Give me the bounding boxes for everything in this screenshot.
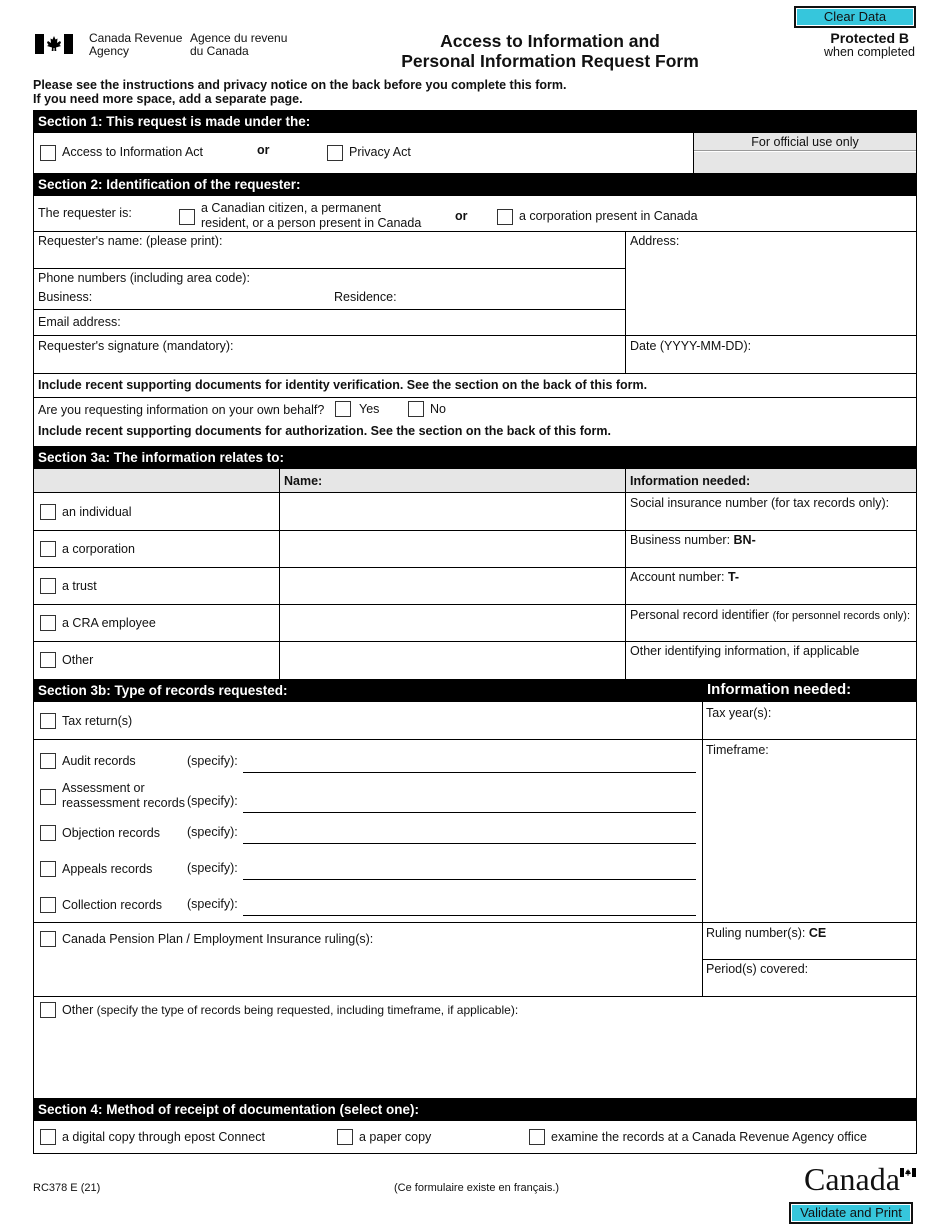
appeals-records-label: Appeals records bbox=[62, 862, 153, 876]
audit-specify-line[interactable] bbox=[243, 772, 696, 773]
agency-name-fr: Agence du revenu du Canada bbox=[190, 31, 288, 58]
privacy-act-label: Privacy Act bbox=[349, 145, 411, 159]
authorization-note: Include recent supporting documents for authorization. See the section on the back of this form. bbox=[38, 424, 611, 438]
paper-copy-checkbox[interactable] bbox=[337, 1129, 353, 1145]
appeals-specify-label: (specify): bbox=[187, 861, 238, 875]
digital-copy-label: a digital copy through epost Connect bbox=[62, 1130, 265, 1144]
section2-or-label: or bbox=[455, 209, 468, 223]
divider bbox=[33, 373, 917, 374]
appeals-specify-line[interactable] bbox=[243, 879, 696, 880]
divider bbox=[33, 309, 626, 310]
identity-note: Include recent supporting documents for identity verification. See the section on the back of this form. bbox=[38, 378, 648, 392]
relates-individual-checkbox[interactable] bbox=[40, 504, 56, 520]
trust-info-label: Account number: T- bbox=[630, 570, 740, 584]
divider bbox=[33, 604, 917, 605]
objection-specify-line[interactable] bbox=[243, 843, 696, 844]
other-records-input[interactable] bbox=[40, 1022, 910, 1094]
own-behalf-yes-label: Yes bbox=[359, 402, 380, 416]
protected-label: Protected B bbox=[830, 30, 909, 46]
address-input[interactable] bbox=[630, 250, 910, 330]
divider bbox=[33, 739, 917, 740]
individual-name-input[interactable] bbox=[284, 505, 619, 521]
relates-other-label: Other bbox=[62, 653, 94, 667]
collection-specify-line[interactable] bbox=[243, 915, 696, 916]
own-behalf-label: Are you requesting information on your own behalf? bbox=[38, 403, 325, 417]
collection-records-checkbox[interactable] bbox=[40, 897, 56, 913]
individual-info-label: Social insurance number (for tax records only): bbox=[630, 496, 890, 510]
section2-header: Section 2: Identification of the requester: bbox=[33, 173, 917, 196]
protected-sub-label: when completed bbox=[823, 45, 915, 59]
form-title: Access to Information and Personal Information Request Form bbox=[401, 31, 699, 71]
examine-records-checkbox[interactable] bbox=[529, 1129, 545, 1145]
residence-phone-input[interactable] bbox=[400, 290, 620, 306]
own-behalf-yes-checkbox[interactable] bbox=[335, 401, 351, 417]
cra-employee-info-label: Personal record identifier (for personnel records only): bbox=[630, 608, 910, 622]
agency-name-en: Canada Revenue Agency bbox=[89, 31, 183, 58]
email-label: Email address: bbox=[38, 315, 121, 329]
intro-line-2: If you need more space, add a separate page. bbox=[33, 92, 303, 106]
collection-specify-label: (specify): bbox=[187, 897, 238, 911]
clear-data-button[interactable]: Clear Data bbox=[794, 6, 916, 28]
name-column-header: Name: bbox=[284, 474, 323, 488]
form-right-border bbox=[916, 110, 917, 1154]
french-note: (Ce formulaire existe en français.) bbox=[394, 1182, 560, 1194]
relates-trust-label: a trust bbox=[62, 579, 97, 593]
corporation-present-checkbox[interactable] bbox=[497, 209, 513, 225]
audit-records-label: Audit records bbox=[62, 754, 136, 768]
validate-print-button[interactable]: Validate and Print bbox=[789, 1202, 913, 1224]
address-divider bbox=[625, 231, 626, 373]
appeals-records-checkbox[interactable] bbox=[40, 861, 56, 877]
phone-numbers-label: Phone numbers (including area code): bbox=[38, 271, 250, 285]
corporation-name-input[interactable] bbox=[284, 542, 619, 558]
audit-specify-label: (specify): bbox=[187, 754, 238, 768]
examine-records-label: examine the records at a Canada Revenue Agency office bbox=[551, 1130, 867, 1144]
relates-corporation-label: a corporation bbox=[62, 542, 135, 556]
canada-wordmark: Canada bbox=[804, 1161, 900, 1197]
divider bbox=[33, 996, 917, 997]
ati-act-checkbox[interactable] bbox=[40, 145, 56, 161]
requester-name-label: Requester's name: (please print): bbox=[38, 234, 223, 248]
relates-trust-checkbox[interactable] bbox=[40, 578, 56, 594]
section3b-info-needed-header: Information needed: bbox=[707, 681, 852, 698]
assessment-specify-line[interactable] bbox=[243, 812, 696, 813]
form-left-border bbox=[33, 110, 34, 1154]
date-label: Date (YYYY-MM-DD): bbox=[630, 339, 752, 353]
ati-act-label: Access to Information Act bbox=[62, 145, 204, 159]
trust-name-input[interactable] bbox=[284, 579, 619, 595]
divider bbox=[33, 335, 917, 336]
business-phone-label: Business: bbox=[38, 290, 93, 304]
assessment-records-checkbox[interactable] bbox=[40, 789, 56, 805]
divider bbox=[33, 397, 917, 398]
divider bbox=[33, 231, 917, 232]
form-id: RC378 E (21) bbox=[33, 1182, 101, 1194]
section1-or-label: or bbox=[257, 143, 270, 157]
section1-header: Section 1: This request is made under the: bbox=[33, 110, 917, 133]
info-needed-column-header: Information needed: bbox=[630, 474, 751, 488]
canada-flag-logo bbox=[35, 34, 73, 54]
business-phone-input[interactable] bbox=[98, 290, 328, 306]
date-input[interactable] bbox=[760, 339, 910, 355]
section3a-column-header bbox=[34, 469, 916, 492]
column-divider bbox=[279, 469, 280, 680]
divider bbox=[33, 530, 917, 531]
ruling-number-label: Ruling number(s): CE bbox=[706, 926, 827, 940]
cra-employee-name-input[interactable] bbox=[284, 616, 619, 632]
relates-other-checkbox[interactable] bbox=[40, 652, 56, 668]
official-use-field bbox=[694, 152, 916, 174]
cpp-ei-ruling-label: Canada Pension Plan / Employment Insurance ruling(s): bbox=[62, 932, 374, 946]
wordmark-flag-icon bbox=[900, 1168, 916, 1177]
audit-records-checkbox[interactable] bbox=[40, 753, 56, 769]
assessment-records-label: Assessment or reassessment records bbox=[62, 781, 185, 810]
other-name-input[interactable] bbox=[284, 653, 619, 669]
divider bbox=[33, 922, 917, 923]
column-divider bbox=[625, 469, 626, 680]
other-records-checkbox[interactable] bbox=[40, 1002, 56, 1018]
tax-return-checkbox[interactable] bbox=[40, 713, 56, 729]
objection-records-label: Objection records bbox=[62, 826, 160, 840]
corporation-info-label: Business number: BN- bbox=[630, 533, 756, 547]
digital-copy-checkbox[interactable] bbox=[40, 1129, 56, 1145]
tax-return-label: Tax return(s) bbox=[62, 714, 133, 728]
section3b-header: Section 3b: Type of records requested: bbox=[33, 679, 917, 702]
divider bbox=[33, 641, 917, 642]
objection-records-checkbox[interactable] bbox=[40, 825, 56, 841]
other-records-label: Other (specify the type of records being requested, including timeframe, if applicable): bbox=[62, 1003, 519, 1017]
divider bbox=[702, 959, 917, 960]
corporation-present-label: a corporation present in Canada bbox=[519, 209, 698, 223]
section3b-column-divider bbox=[702, 702, 703, 997]
requester-name-input[interactable] bbox=[38, 250, 618, 266]
collection-records-label: Collection records bbox=[62, 898, 163, 912]
objection-specify-label: (specify): bbox=[187, 825, 238, 839]
address-label: Address: bbox=[630, 234, 680, 248]
official-use-label: For official use only bbox=[751, 135, 859, 149]
section3a-header: Section 3a: The information relates to: bbox=[33, 446, 917, 469]
tax-years-label: Tax year(s): bbox=[706, 706, 772, 720]
other-info-label: Other identifying information, if applicable bbox=[630, 644, 860, 658]
intro-line-1: Please see the instructions and privacy notice on the back before you complete this form. bbox=[33, 78, 567, 92]
own-behalf-no-checkbox[interactable] bbox=[408, 401, 424, 417]
assessment-specify-label: (specify): bbox=[187, 794, 238, 808]
relates-corporation-checkbox[interactable] bbox=[40, 541, 56, 557]
period-covered-label: Period(s) covered: bbox=[706, 962, 809, 976]
form-bottom-border bbox=[33, 1153, 917, 1154]
own-behalf-no-label: No bbox=[430, 402, 446, 416]
paper-copy-label: a paper copy bbox=[359, 1130, 432, 1144]
relates-cra-employee-checkbox[interactable] bbox=[40, 615, 56, 631]
divider bbox=[33, 567, 917, 568]
residence-phone-label: Residence: bbox=[334, 290, 397, 304]
divider bbox=[33, 268, 626, 269]
divider bbox=[33, 492, 917, 493]
relates-individual-label: an individual bbox=[62, 505, 132, 519]
section4-header: Section 4: Method of receipt of documentation (select one): bbox=[33, 1098, 917, 1121]
signature-label: Requester's signature (mandatory): bbox=[38, 339, 234, 353]
requester-is-label: The requester is: bbox=[38, 206, 132, 220]
timeframe-label: Timeframe: bbox=[706, 743, 769, 757]
canadian-citizen-checkbox[interactable] bbox=[179, 209, 195, 225]
email-input[interactable] bbox=[125, 315, 620, 331]
privacy-act-checkbox[interactable] bbox=[327, 145, 343, 161]
relates-cra-employee-label: a CRA employee bbox=[62, 616, 156, 630]
canadian-citizen-label: a Canadian citizen, a permanent resident, or a person present in Canada bbox=[201, 201, 422, 230]
cpp-ei-ruling-checkbox[interactable] bbox=[40, 931, 56, 947]
